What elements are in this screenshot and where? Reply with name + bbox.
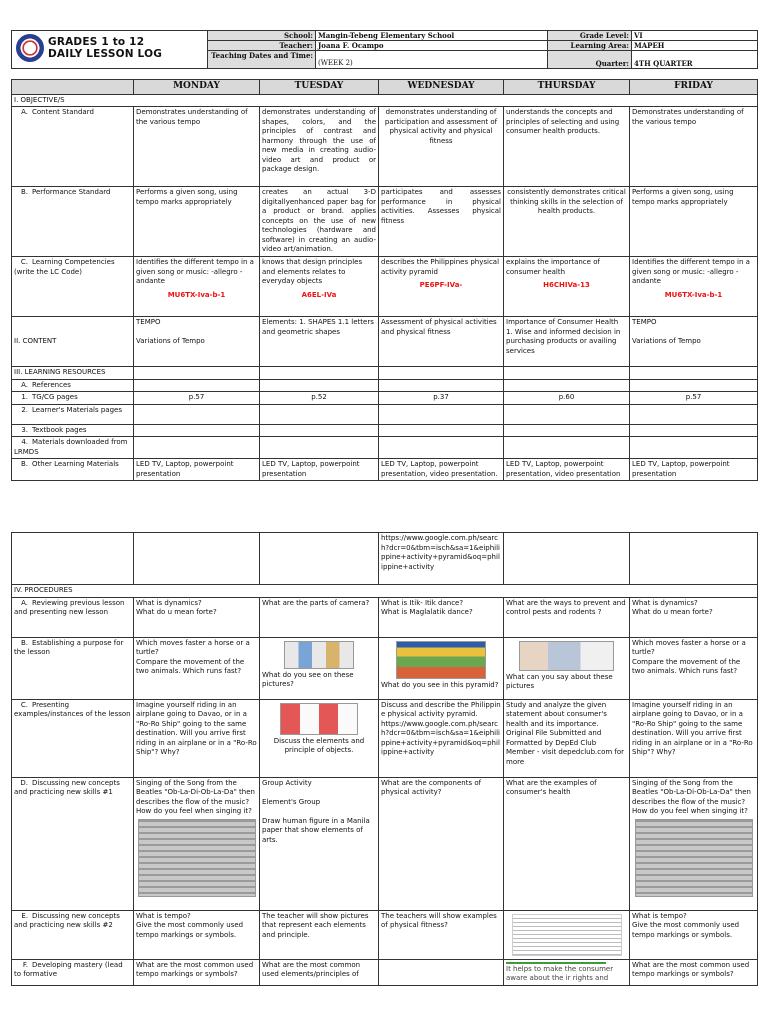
cell-b-wed xyxy=(379,637,504,699)
row-label-e xyxy=(12,910,134,959)
cell-e-mon: What is tempo? Give the most commonly used tempo markings or symbols. xyxy=(134,910,260,959)
header-table xyxy=(11,30,758,69)
cell-a-fri: What is dynamics? What do u mean forte? xyxy=(630,597,758,637)
teacher-value: Joana F. Ocampo xyxy=(316,41,548,51)
cell-text: What do you see in this pyramid? xyxy=(381,680,499,689)
row-index: A. xyxy=(21,598,28,607)
cell-b-tue xyxy=(260,637,379,699)
cell-content-fri: TEMPO Variations of Tempo xyxy=(630,317,758,367)
activity-pyramid-image xyxy=(396,641,486,679)
empty-cell xyxy=(134,367,260,380)
row-label: References xyxy=(32,380,71,389)
comp-text: Identifies the different tempo in a given song or music: -allegro -andante xyxy=(632,258,750,285)
cell-content-tue: Elements: 1. SHAPES 1.1 letters and geometric shapes xyxy=(260,317,379,367)
row-label: Learning Competencies (write the LC Code) xyxy=(14,258,115,276)
school-value: Mangin-Tebeng Elementary School xyxy=(316,31,548,41)
lc-code: PE6PF-IVa- xyxy=(419,281,463,289)
cell-tg-fri: p.57 xyxy=(630,392,758,405)
cell-perf-std-fri: Performs a given song, using tempo marks appropriately xyxy=(630,187,758,257)
row-label: Content Standard xyxy=(32,108,94,116)
row-label-tg-pages xyxy=(12,392,134,405)
quarter-value: 4TH QUARTER xyxy=(632,51,758,69)
row-index: B. xyxy=(20,638,28,647)
empty-cell xyxy=(630,533,758,585)
cell-c-mon: Imagine yourself riding in an airplane going to Davao, or in a "Ro-Ro Ship" going to the same destination. Will you arrive first riding in an airplane or in a "Ro-Ro Ship"? Why? xyxy=(134,699,260,777)
cell-d-tue: Group Activity Element's Group Draw human figure in a Manila paper that show elements of arts. xyxy=(260,777,379,910)
cell-other-thu: LED TV, Laptop, powerpoint presentation, video presentation xyxy=(504,459,630,481)
dates-value: (WEEK 2) xyxy=(316,51,548,69)
empty-cell xyxy=(12,533,134,585)
cell-a-wed: What is Itik- Itik dance? What is Maglalatik dance? xyxy=(379,597,504,637)
row-label: Materials downloaded from LRMDS xyxy=(14,438,128,456)
cell-b-thu xyxy=(504,637,630,699)
cell-comp-thu xyxy=(504,257,630,317)
cell-content-std-tue: demonstrates understanding of shapes, colors, and the principles of contrast and harmony through the use of new media in creating audio-video art and product or package design. xyxy=(260,107,379,187)
corner-cell xyxy=(12,80,134,95)
cell-content-std-fri: Demonstrates understanding of the various tempo xyxy=(630,107,758,187)
page-two xyxy=(11,532,757,986)
row-label: Establishing a purpose for the lesson xyxy=(14,638,124,656)
empty-cell xyxy=(134,533,260,585)
song-lyrics-image xyxy=(635,819,753,897)
row-label-other-materials xyxy=(12,459,134,481)
row-label: Developing mastery (lead to formative xyxy=(14,960,123,978)
row-label-a xyxy=(12,597,134,637)
empty-cell xyxy=(379,959,504,985)
lc-code: MU6TX-Iva-b-1 xyxy=(664,290,723,299)
day-wednesday: WEDNESDAY xyxy=(379,80,504,95)
row-label-competencies xyxy=(12,257,134,317)
cell-c-tue xyxy=(260,699,379,777)
empty-cell xyxy=(379,379,504,392)
cell-comp-fri xyxy=(630,257,758,317)
row-index: 3. xyxy=(21,425,28,434)
cell-d-mon xyxy=(134,777,260,910)
cell-content-mon: TEMPO Variations of Tempo xyxy=(134,317,260,367)
row-label: Other Learning Materials xyxy=(32,460,119,468)
cell-text: What do you see on these pictures? xyxy=(262,670,354,688)
empty-cell xyxy=(260,404,379,424)
cell-content-thu: Importance of Consumer Health 1. Wise and informed decision in purchasing products or availing services xyxy=(504,317,630,367)
row-label-lm-pages xyxy=(12,404,134,424)
cell-tg-mon: p.57 xyxy=(134,392,260,405)
row-label: Discussing new concepts and practicing new skills #2 xyxy=(14,911,120,929)
cell-content-std-mon: Demonstrates understanding of the various tempo xyxy=(134,107,260,187)
row-label: TG/CG pages xyxy=(32,393,78,401)
cell-a-thu: What are the ways to prevent and control pests and rodents ? xyxy=(504,597,630,637)
cell-a-tue: What are the parts of camera? xyxy=(260,597,379,637)
row-label-f xyxy=(12,959,134,985)
empty-cell xyxy=(260,424,379,437)
cell-text: What can you say about these pictures xyxy=(506,672,613,690)
cell-c-fri: Imagine yourself riding in an airplane going to Davao, or in a "Ro-Ro Ship" going to the same destination. Will you arrive first riding in an airplane or in a "Ro-Ro Ship"? Why? xyxy=(630,699,758,777)
empty-cell xyxy=(134,379,260,392)
song-lyrics-image xyxy=(138,819,256,897)
row-index: B. xyxy=(20,188,28,196)
procedures-table xyxy=(11,532,758,986)
empty-cell xyxy=(630,437,758,459)
cell-a-mon: What is dynamics? What do u mean forte? xyxy=(134,597,260,637)
row-index: A. xyxy=(21,380,28,389)
cell-c-wed: Discuss and describe the Philippine physical activity pyramid. https://www.google.com.ph/search?dcr=0&tbm=isch&sa=1&eiphilippine+activity+pyramid&oq=philippine+activity xyxy=(379,699,504,777)
day-thursday: THURSDAY xyxy=(504,80,630,95)
cell-text: Discuss the elements and principle of objects. xyxy=(273,736,365,754)
grade-value: VI xyxy=(632,31,758,41)
cell-link-wed: https://www.google.com.ph/search?dcr=0&tbm=isch&sa=1&eiphilippine+activity+pyramid&oq=philippine+activity xyxy=(379,533,504,585)
divider xyxy=(506,962,606,964)
section-resources: III. LEARNING RESOURCES xyxy=(12,367,134,380)
cell-text: Singing of the Song from the Beatles "Ob-La-Di-Ob-La-Da" then describes the flow of the music? How do you feel when singing it? xyxy=(632,778,751,815)
cell-content-wed: Assessment of physical activities and physical fitness xyxy=(379,317,504,367)
cell-f-thu xyxy=(504,959,630,985)
empty-cell xyxy=(630,379,758,392)
empty-cell xyxy=(504,533,630,585)
row-index: A. xyxy=(21,108,28,116)
log-title xyxy=(48,36,162,60)
row-label-b xyxy=(12,637,134,699)
cell-perf-std-tue: creates an actual 3-D digitallyenhanced paper bag for a product or brand. applies concepts on the use of new technologies (hardware and software) in creating an audio-video art/animation. xyxy=(260,187,379,257)
area-label: Learning Area: xyxy=(548,41,632,51)
cell-comp-tue xyxy=(260,257,379,317)
empty-cell xyxy=(504,367,630,380)
row-label: Discussing new concepts and practicing new skills #1 xyxy=(14,778,120,796)
cell-comp-mon xyxy=(134,257,260,317)
cell-other-tue: LED TV, Laptop, powerpoint presentation xyxy=(260,459,379,481)
row-index: D. xyxy=(20,778,28,787)
section-content: II. CONTENT xyxy=(12,317,134,367)
grade-label: Grade Level: xyxy=(548,31,632,41)
row-label-d xyxy=(12,777,134,910)
cell-tg-wed: p.37 xyxy=(379,392,504,405)
empty-cell xyxy=(504,437,630,459)
deped-logo-cell xyxy=(12,31,208,69)
empty-cell xyxy=(379,404,504,424)
row-label: Learner's Materials pages xyxy=(32,405,122,414)
row-index: C. xyxy=(20,258,28,266)
cell-content-std-wed: demonstrates understanding of participation and assessment of physical activity and physical fitness xyxy=(379,107,504,187)
empty-cell xyxy=(134,437,260,459)
cell-comp-wed xyxy=(379,257,504,317)
row-label: Textbook pages xyxy=(32,425,87,434)
empty-cell xyxy=(630,367,758,380)
cell-f-mon: What are the most common used tempo markings or symbols? xyxy=(134,959,260,985)
teacher-label: Teacher: xyxy=(208,41,316,51)
cell-e-wed: The teachers will show examples of physical fitness? xyxy=(379,910,504,959)
consumer-health-image xyxy=(519,641,614,671)
row-label-performance-standard xyxy=(12,187,134,257)
cell-d-fri xyxy=(630,777,758,910)
cell-perf-std-thu: consistently demonstrates critical thinking skills in the selection of health products. xyxy=(504,187,630,257)
health-statement-image xyxy=(512,914,622,956)
row-label-textbook xyxy=(12,424,134,437)
empty-cell xyxy=(379,367,504,380)
empty-cell xyxy=(134,424,260,437)
empty-cell xyxy=(630,404,758,424)
cell-c-thu: Study and analyze the given statement about consumer's health and its importance. Original File Submitted and Formatted by DepEd Club Member - visit depedclub.com for more xyxy=(504,699,630,777)
cell-other-wed: LED TV, Laptop, powerpoint presentation, video presentation. xyxy=(379,459,504,481)
day-monday: MONDAY xyxy=(134,80,260,95)
empty-cell xyxy=(379,424,504,437)
row-label: Reviewing previous lesson and presenting new lesson xyxy=(14,598,125,616)
row-index: B. xyxy=(20,460,28,468)
lc-code: A6EL-IVa xyxy=(301,290,337,299)
cell-b-fri: Which moves faster a horse or a turtle? Compare the movement of the two animals. Which runs fast? xyxy=(630,637,758,699)
page-one xyxy=(11,30,757,481)
dates-label: Teaching Dates and Time: xyxy=(208,51,316,69)
empty-cell xyxy=(260,533,379,585)
log-title-line2: DAILY LESSON LOG xyxy=(48,48,163,60)
cell-tg-thu: p.60 xyxy=(504,392,630,405)
cell-other-mon: LED TV, Laptop, powerpoint presentation xyxy=(134,459,260,481)
cell-b-mon: Which moves faster a horse or a turtle? Compare the movement of the two animals. Which runs fast? xyxy=(134,637,260,699)
empty-cell xyxy=(260,379,379,392)
empty-cell xyxy=(260,437,379,459)
empty-cell xyxy=(260,367,379,380)
cell-e-thu xyxy=(504,910,630,959)
camera-parts-image xyxy=(284,641,354,669)
day-friday: FRIDAY xyxy=(630,80,758,95)
cell-tg-tue: p.52 xyxy=(260,392,379,405)
row-label-content-standard xyxy=(12,107,134,187)
row-label: Presenting examples/instances of the lesson xyxy=(14,700,131,718)
row-index: C. xyxy=(20,700,28,709)
lc-code: MU6TX-Iva-b-1 xyxy=(167,290,226,299)
section-procedures: IV. PROCEDURES xyxy=(12,585,758,598)
row-index: 4. xyxy=(21,438,28,446)
cell-perf-std-mon: Performs a given song, using tempo marks appropriately xyxy=(134,187,260,257)
empty-cell xyxy=(134,404,260,424)
row-label-c xyxy=(12,699,134,777)
cell-text: It helps to make the consumer aware about the ir rights and xyxy=(506,964,614,982)
cell-d-wed: What are the components of physical activity? xyxy=(379,777,504,910)
row-label-references xyxy=(12,379,134,392)
cell-perf-std-wed: participates and assesses performance in physical activities. Assesses physical fitness xyxy=(379,187,504,257)
cell-other-fri: LED TV, Laptop, powerpoint presentation xyxy=(630,459,758,481)
comp-text: Identifies the different tempo in a given song or music: -allegro -andante xyxy=(136,258,254,285)
comp-text: describes the Philippines physical activity pyramid xyxy=(381,258,500,276)
comp-text: explains the importance of consumer health xyxy=(506,258,600,276)
deped-seal-icon xyxy=(16,34,44,62)
lc-code: H6CHIVa-13 xyxy=(543,281,590,289)
empty-cell xyxy=(504,424,630,437)
row-label-lrmds xyxy=(12,437,134,459)
day-tuesday: TUESDAY xyxy=(260,80,379,95)
empty-cell xyxy=(504,379,630,392)
cell-e-tue: The teacher will show pictures that represent each elements and principle. xyxy=(260,910,379,959)
row-index: 2. xyxy=(21,405,28,414)
comp-text: knows that design principles and elements relates to everyday objects xyxy=(262,258,363,285)
cell-f-tue: What are the most common used elements/principles of xyxy=(260,959,379,985)
lesson-log-table xyxy=(11,79,758,481)
row-index: F. xyxy=(22,960,28,969)
section-objectives: I. OBJECTIVE/S xyxy=(12,94,758,107)
log-title-line1: GRADES 1 to 12 xyxy=(48,36,145,48)
school-label: School: xyxy=(208,31,316,41)
empty-cell xyxy=(379,437,504,459)
cell-e-fri: What is tempo? Give the most commonly used tempo markings or symbols. xyxy=(630,910,758,959)
design-elements-image xyxy=(280,703,358,735)
cell-d-thu: What are the examples of consumer's health xyxy=(504,777,630,910)
cell-content-std-thu: understands the concepts and principles of selecting and using consumer health products. xyxy=(504,107,630,187)
cell-text: Singing of the Song from the Beatles "Ob-La-Di-Ob-La-Da" then describes the flow of the music? How do you feel when singing it? xyxy=(136,778,255,815)
quarter-label: Quarter: xyxy=(548,51,632,69)
row-index: E. xyxy=(21,911,28,920)
empty-cell xyxy=(630,424,758,437)
row-label: Performance Standard xyxy=(32,188,111,196)
cell-f-fri: What are the most common used tempo markings or symbols? xyxy=(630,959,758,985)
row-index: 1. xyxy=(21,393,28,401)
area-value: MAPEH xyxy=(632,41,758,51)
empty-cell xyxy=(504,404,630,424)
